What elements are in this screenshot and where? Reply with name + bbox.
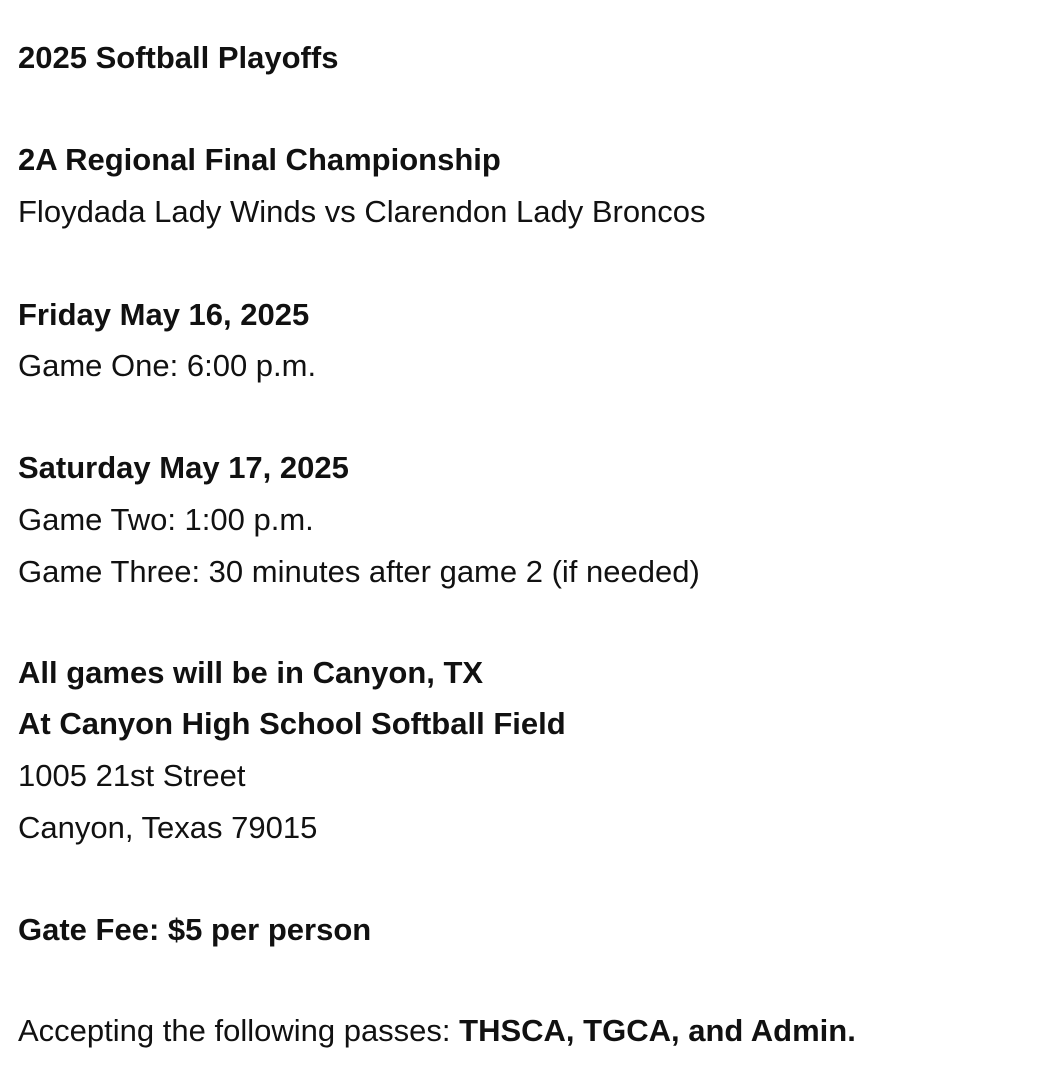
event-heading: 2A Regional Final Championship [18,142,501,177]
location-city-state-zip: Canyon, Texas 79015 [18,810,318,845]
location-venue: At Canyon High School Softball Field [18,706,566,741]
passes-line [18,1011,856,1051]
gate-fee: Gate Fee: $5 per person [18,912,372,947]
saturday-date: Saturday May 17, 2025 [18,450,349,485]
location-street: 1005 21st Street [18,758,246,793]
game-three-time: Game Three: 30 minutes after game 2 (if needed) [18,554,700,589]
page-title: 2025 Softball Playoffs [18,40,339,75]
game-two-time: Game Two: 1:00 p.m. [18,502,314,537]
location-city-line: All games will be in Canyon, TX [18,655,484,690]
passes-list: THSCA, TGCA, and Admin. [459,1013,856,1048]
event-matchup: Floydada Lady Winds vs Clarendon Lady Broncos [18,194,706,229]
passes-prefix: Accepting the following passes: [18,1013,460,1048]
friday-date: Friday May 16, 2025 [18,297,310,332]
game-one-time: Game One: 6:00 p.m. [18,348,317,383]
